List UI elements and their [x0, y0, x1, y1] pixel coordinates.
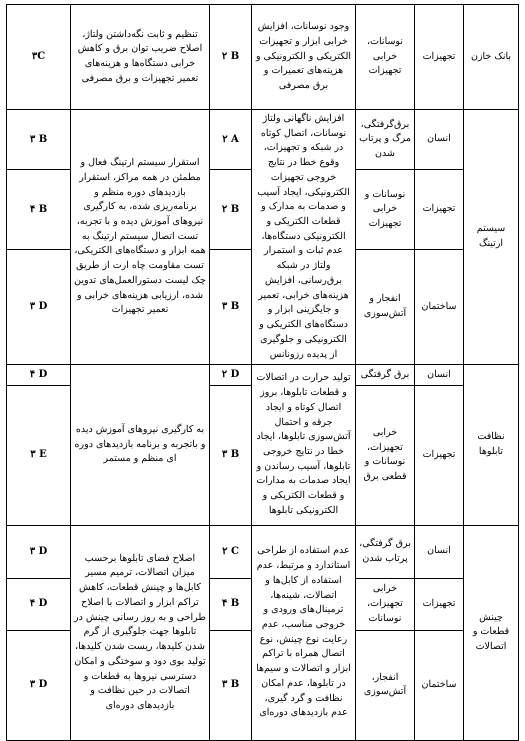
table-row: [7, 365, 519, 386]
residual-risk-code: ۴ B: [7, 170, 71, 250]
initial-risk-code: ۲ B: [210, 170, 252, 250]
control-measures: استقرار سیستم ارتینگ فعال و مطمئن در همه مراکز، استقرار بازدیدهای دوره منظم و برنامه‌ریزی شده، به کارگیری نیروهای آموزش دیده و با تجربه، تست اتصال سیستم ارتینگ به همه ابزار و دستگاه‌های الکتریکی، تست مقاومت چاه ارت از طریق چک لیست دستورالعمل‌های تدوین شده، ارزیابی هزینه‌های خرابی و تعمیر تجهیزات: [71, 110, 210, 365]
hazard-type: ساختمان: [415, 630, 464, 740]
section-name: بانک خازن: [464, 5, 519, 110]
initial-risk-code: ۲ B: [210, 5, 252, 110]
hazard-consequence: افزایش ناگهانی ولتاژ نوسانات، اتصال کوتاه در شبکه و تجهیزات، وقوع خطا در نتایج خروجی تجهیزات الکترونیکی، ایجاد آسیب و صدمات به مدارک و قطعات الکتریکی و الکترونیکی دستگاه‌ها، عدم ثبات و استمرار ولتاژ در شبکه برق‌رسانی، افزایش هزینه‌های خرابی، تعمیر و جایگزینی ابزار و دستگاه‌های الکتریکی و الکترونیکی و جلوگیری از پدیده رزونانس: [252, 110, 356, 365]
section-name: چینش قطعات و اتصالات: [464, 525, 519, 740]
residual-risk-code: ۴ D: [7, 365, 71, 386]
initial-risk-code: ۴ B: [210, 578, 252, 630]
hazard-source: نوسانات و خرابی تجهیزات: [356, 170, 415, 250]
section-name: سیستم ارتینگ: [464, 110, 519, 365]
control-measures: اصلاح فضای تابلوها برحسب میزان اتصالات، ترمیم مسیر کابل‌ها و چینش قطعات، کاهش تراکم ابزار و اتصالات با اصلاح طراحی و به روز رسانی چینش در تابلوها جهت جلوگیری از گرم شدن کلیدها، ریست شدن کلیدها، تولید بوی دود و سوختگی و امکان دسترسی نیروها به قطعات و اتصالات در حین نظافت و بازدیدهای دوره‌ای: [71, 525, 210, 740]
hazard-consequence: وجود نوسانات، افزایش خرابی ابزار و تجهیزات الکتریکی و الکترونیکی و هزینه‌های تعمیرات و برق مصرفی: [252, 5, 356, 110]
residual-risk-code: ۳ D: [7, 250, 71, 365]
hazard-source: برق گرفتگی: [356, 365, 415, 386]
hazard-consequence: عدم استفاده از طراحی استاندارد و مرتبط، عدم استفاده از کابل‌ها و اتصالات، شینه‌ها، ترمینال‌های ورودی و خروجی مناسب، عدم رعایت نوع چینش، نوع اتصال همراه با تراکم ابزار و اتصالات و سیم‌ها در تابلوها، عدم امکان نظافت و گرد گیری، عدم بازدیدهای دوره‌ای: [252, 525, 356, 740]
control-measures: به کارگیری نیروهای آموزش دیده و باتجربه و برنامه بازدیدهای دوره ای منظم و مستمر: [71, 365, 210, 526]
table-row: [7, 110, 519, 170]
hazard-source: انفجار، آتش‌سوزی: [356, 630, 415, 740]
residual-risk-code: ۳ D: [7, 525, 71, 578]
hazard-source: نوسانات، خرابی تجهیزات: [356, 5, 415, 110]
residual-risk-code: ۳C: [7, 5, 71, 110]
section-name: نظافت تابلوها: [464, 365, 519, 526]
hazard-type: تجهیزات: [415, 5, 464, 110]
initial-risk-code: ۲ D: [210, 365, 252, 386]
risk-assessment-table: [6, 4, 519, 741]
risk-table-page: [6, 4, 518, 719]
hazard-type: تجهیزات: [415, 578, 464, 630]
control-measures: تنظیم و ثابت نگه‌داشتن ولتاژ، اصلاح ضریب توان برق و کاهش خرابی دستگاه‌ها و هزینه‌های تعمیر تجهیزات و برق مصرفی: [71, 5, 210, 110]
initial-risk-code: ۲ A: [210, 110, 252, 170]
table-row: [7, 525, 519, 578]
hazard-type: تجهیزات: [415, 385, 464, 525]
initial-risk-code: ۳ B: [210, 630, 252, 740]
initial-risk-code: ۳ B: [210, 385, 252, 525]
hazard-source: انفجار و آتش‌سوزی: [356, 250, 415, 365]
table-row: [7, 5, 519, 110]
hazard-type: ساختمان: [415, 250, 464, 365]
hazard-type: انسان: [415, 525, 464, 578]
residual-risk-code: ۳ E: [7, 385, 71, 525]
residual-risk-code: ۳ D: [7, 630, 71, 740]
hazard-source: برق‌گرفتگی، مرگ و پرتاب شدن: [356, 110, 415, 170]
initial-risk-code: ۲ C: [210, 525, 252, 578]
residual-risk-code: ۳ B: [7, 110, 71, 170]
hazard-type: تجهیزات: [415, 170, 464, 250]
residual-risk-code: ۴ D: [7, 578, 71, 630]
hazard-type: انسان: [415, 110, 464, 170]
hazard-consequence: تولید حرارت در اتصالات و قطعات تابلوها، بروز اتصال کوتاه و ایجاد جرقه و احتمال آتش‌سوزی تابلوها، ایجاد خطا در نتایج خروجی تابلوها، آسیب رساندن و ایجاد صدمات به مدارات و قطعات الکتریکی و الکترونیکی تابلوها: [252, 365, 356, 526]
hazard-source: خرابی تجهیزات، نوسانات و قطعی برق: [356, 385, 415, 525]
hazard-type: انسان: [415, 365, 464, 386]
hazard-source: خرابی تجهیزات، نوسانات: [356, 578, 415, 630]
initial-risk-code: ۳ B: [210, 250, 252, 365]
hazard-source: برق گرفتگی، پرتاب شدن: [356, 525, 415, 578]
